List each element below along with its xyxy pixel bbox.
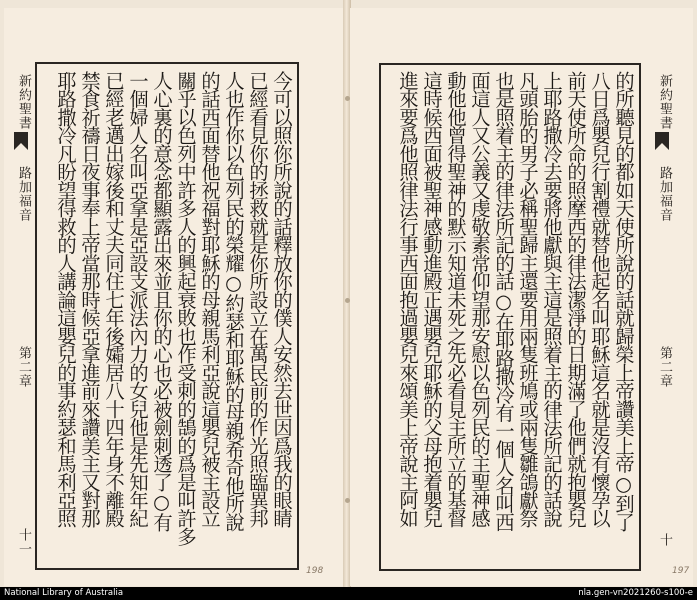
left-fishtail-mark-icon <box>14 132 28 150</box>
left-folio-number: 十一 <box>16 528 31 556</box>
text-column: 動他他曾得聖神的默示知道未死之先必看見主所立的基督 <box>444 71 467 528</box>
text-column: 的話西面替他祝福對耶穌的母親馬利亞說這嬰兒被主設立 <box>198 71 221 528</box>
right-pencil-page-number: 197 <box>672 566 690 576</box>
footer-library-name: National Library of Australia <box>4 588 124 598</box>
text-column: 的所聽見的都如天使所說的話就歸榮上帝讚美上帝○到了 <box>612 71 635 531</box>
text-column: 一個婦人名叫亞拿是亞設支派法內力的女兒他是先知年紀 <box>126 71 149 528</box>
right-fishtail-mark-icon <box>655 132 669 150</box>
left-book-name: 路加福音 <box>16 166 31 222</box>
text-column: 耶路撒冷凡盼望得救的人講論這嬰兒的事約瑟和馬利亞照 <box>54 71 77 528</box>
right-text-block <box>383 71 635 566</box>
text-column: 面這人又公義又虔敬素常仰望那安慰以色列民的主聖神感 <box>468 71 491 528</box>
left-book-title: 新約聖書 <box>16 74 31 130</box>
text-column: 上耶路撒冷去要將他獻與主這是照着主的律法所記的話說 <box>540 71 563 528</box>
footer-identifier: nla.gen-vn2021260-s100-e <box>578 588 693 598</box>
text-column: 人也作你以色列民的榮耀○約瑟和耶穌的母親希奇他所說 <box>222 71 245 531</box>
text-column: 今可以照你所說的話釋放你的僕人安然去世因爲我的眼睛 <box>270 71 293 528</box>
right-folio-number: 十 <box>657 533 672 547</box>
text-column: 八日爲嬰兒行割禮就替他起名叫耶穌這名就是沒有懷孕以 <box>588 71 611 528</box>
text-column: 人心裏的意念都顯露出來並且你的心也必被劍刺透了○有 <box>150 71 173 531</box>
text-column: 前天使所命的照摩西的律法潔淨的日期滿了他們就抱嬰兒 <box>564 71 587 528</box>
text-column: 已經老邁出嫁後和丈夫同住七年後孀居八十四年身不離殿 <box>102 71 125 528</box>
text-column: 凡頭胎的男子必稱聖歸主還要用兩隻班鳩或兩隻雛鴿獻祭 <box>516 71 539 528</box>
right-book-title: 新約聖書 <box>657 74 672 130</box>
left-text-block <box>39 71 293 566</box>
right-page <box>350 8 693 586</box>
right-chapter-label: 第二章 <box>657 346 672 388</box>
left-pencil-page-number: 198 <box>306 566 324 576</box>
footer-bar <box>0 587 697 600</box>
left-page <box>4 8 344 586</box>
right-book-name: 路加福音 <box>657 166 672 222</box>
text-column: 關乎以色列中許多人的興起衰敗也作受刺的鵠的爲是叫許多 <box>174 71 197 546</box>
text-column: 也是照着主的律法所記的話○在耶路撒冷有一個人名叫西 <box>492 71 515 531</box>
text-column: 禁食祈禱日夜事奉上帝當那時候亞拿進前來讚美主又對那 <box>78 71 101 528</box>
text-column: 進來要爲他照律法行事西面抱過嬰兒來頌美上帝說主阿如 <box>396 71 419 528</box>
left-chapter-label: 第二章 <box>16 346 31 388</box>
text-column: 已經看見你的拯救就是你所設立在萬民前的作光照臨異邦 <box>246 71 269 528</box>
text-column: 這時候西面被聖神感動進殿正遇嬰兒耶穌的父母抱着嬰兒 <box>420 71 443 528</box>
